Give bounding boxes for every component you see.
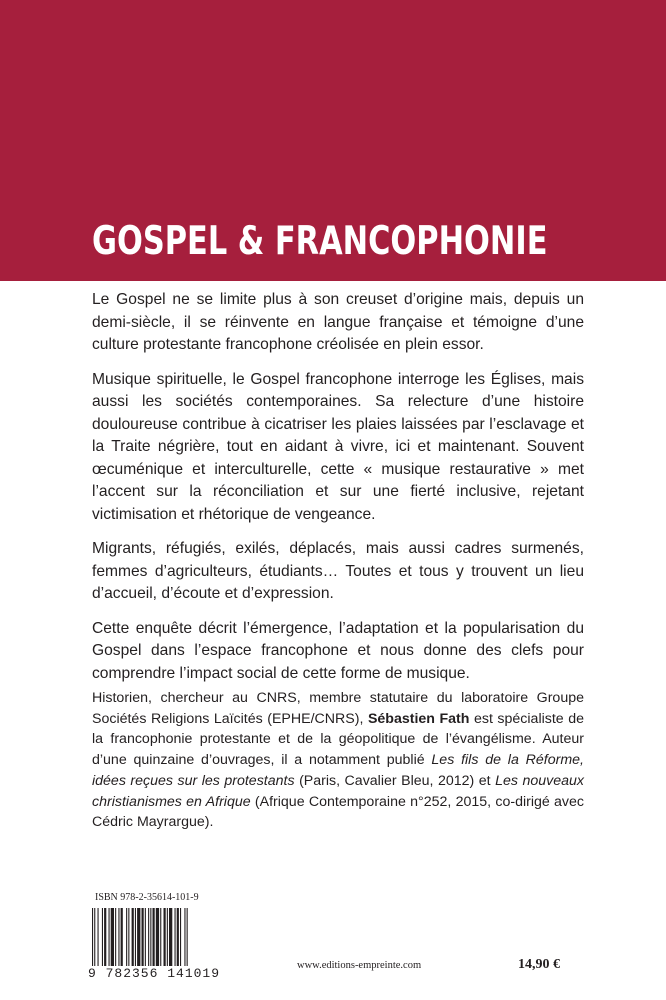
book-reference-1: Les fils de la Réforme, idées reçues sur les protestants	[92, 752, 584, 789]
summary-paragraph-3: Migrants, réfugiés, exilés, déplacés, mais aussi cadres surmenés, femmes d’agriculteurs, étudiants… Toutes et tous y trouvent un lieu d’accueil, d’écoute et d’expression.	[92, 540, 584, 602]
isbn-label: ISBN 978-2-35614-101-9	[95, 892, 199, 903]
author-name: Sébastien Fath	[367, 710, 470, 727]
barcode-image	[92, 908, 192, 966]
back-cover-summary	[92, 289, 584, 697]
price: 14,90 €	[518, 957, 560, 972]
book-reference-2-info: (Afrique Contemporaine n°252, 2015, co-dirigé avec Cédric Mayrargue).	[92, 793, 585, 831]
summary-paragraph-2: Musique spirituelle, le Gospel francophone interroge les Églises, mais aussi les sociétés contemporaines. Sa relecture d’une histoire douloureuse contribue à cicatriser les plaies laissées par l’esclavage et la Traite négrière, tout en aidant à vivre, ici et maintenant. Souvent œcuménique et interculturelle, cette « musique restaurative » met l’accent sur la réconciliation et sur une fierté inclusive, rejetant victimisation et rhétorique de vengeance.	[92, 370, 584, 523]
book-reference-1-info: (Paris, Cavalier Bleu, 2012) et	[294, 772, 496, 789]
book-reference-2: Les nouveaux christianismes en Afrique	[92, 772, 584, 810]
barcode-number: 9 782356 141019	[88, 966, 221, 981]
book-title: GOSPEL & FRANCOPHONIE	[92, 219, 548, 264]
author-bio	[92, 688, 584, 833]
summary-paragraph-1: Le Gospel ne se limite plus à son creuset d’origine mais, depuis un demi-siècle, il se réinvente en langue française et témoigne d’une culture protestante francophone créolisée en plein essor.	[92, 291, 584, 353]
publisher-website: www.editions-empreinte.com	[297, 960, 422, 971]
author-bio-mid: est spécialiste de la francophonie protestante et de la géopolitique de l’évangélisme. Auteur d’une quinzaine d’ouvrages, il a notamment publié	[92, 710, 584, 769]
author-bio-intro: Historien, chercheur au CNRS, membre statutaire du laboratoire Groupe Sociétés Religions Laïcités (EPHE/CNRS),	[92, 690, 584, 727]
summary-paragraph-4: Cette enquête décrit l’émergence, l’adaptation et la popularisation du Gospel dans l’espace francophone et nous donne des clefs pour comprendre l’impact social de cette forme de musique.	[92, 619, 584, 682]
